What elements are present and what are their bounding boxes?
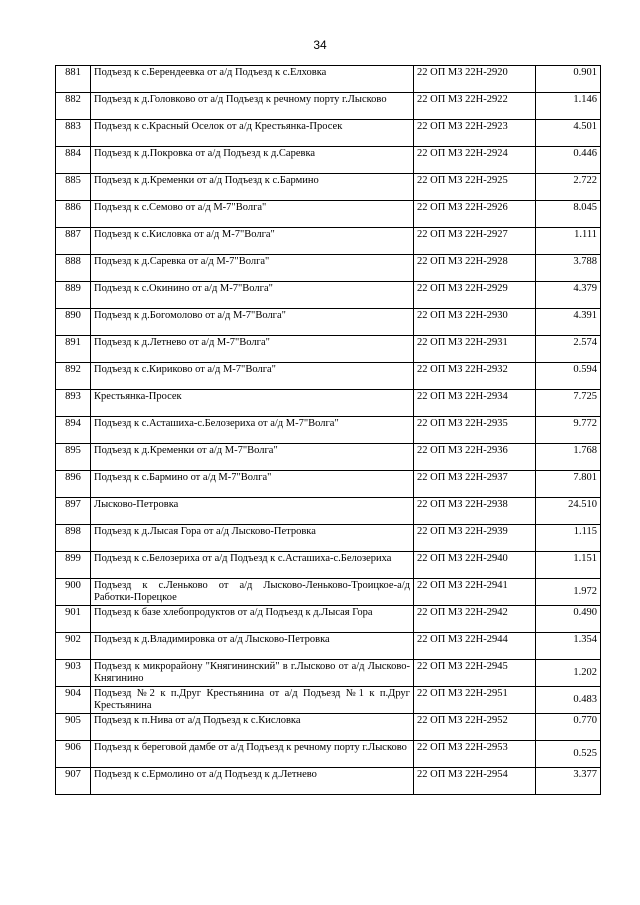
row-number-cell: 881 (56, 66, 91, 93)
road-length-cell: 1.111 (536, 228, 601, 255)
table-row (56, 741, 601, 768)
road-length-cell: 1.115 (536, 525, 601, 552)
road-name-cell: Подъезд к базе хлебопродуктов от а/д Подъезд к д.Лысая Гора (91, 606, 414, 633)
road-code-cell: 22 ОП МЗ 22Н-2928 (414, 255, 536, 282)
road-code-cell: 22 ОП МЗ 22Н-2926 (414, 201, 536, 228)
page-number: 34 (313, 38, 327, 52)
road-code-cell: 22 ОП МЗ 22Н-2935 (414, 417, 536, 444)
row-number-cell: 902 (56, 633, 91, 660)
road-name-cell: Подъезд к с.Леньково от а/д Лысково-Леньково-Троицкое-а/д Работки-Порецкое (91, 579, 414, 606)
row-number-cell: 901 (56, 606, 91, 633)
road-name-cell: Подъезд к с.Кириково от а/д М-7"Волга" (91, 363, 414, 390)
road-name-cell: Подъезд к микрорайону "Княгининский" в г.Лысково от а/д Лысково-Княгинино (91, 660, 414, 687)
road-code-cell: 22 ОП МЗ 22Н-2920 (414, 66, 536, 93)
row-number-cell: 890 (56, 309, 91, 336)
table-row (56, 444, 601, 471)
row-number-cell: 898 (56, 525, 91, 552)
road-length-cell: 0.770 (536, 714, 601, 741)
road-name-cell: Подъезд к д.Саревка от а/д М-7"Волга" (91, 255, 414, 282)
road-length-cell: 1.151 (536, 552, 601, 579)
road-name-cell: Подъезд к с.Семово от а/д М-7"Волга" (91, 201, 414, 228)
road-length-cell: 4.379 (536, 282, 601, 309)
road-code-cell: 22 ОП МЗ 22Н-2951 (414, 687, 536, 714)
road-length-cell: 9.772 (536, 417, 601, 444)
road-name-cell: Подъезд к с.Берендеевка от а/д Подъезд к с.Елховка (91, 66, 414, 93)
road-name-cell: Подъезд к с.Бармино от а/д М-7"Волга" (91, 471, 414, 498)
table-row (56, 660, 601, 687)
road-code-cell: 22 ОП МЗ 22Н-2954 (414, 768, 536, 795)
row-number-cell: 882 (56, 93, 91, 120)
row-number-cell: 895 (56, 444, 91, 471)
road-name-cell: Лысково-Петровка (91, 498, 414, 525)
road-name-cell: Подъезд к с.Кисловка от а/д М-7"Волга" (91, 228, 414, 255)
road-code-cell: 22 ОП МЗ 22Н-2930 (414, 309, 536, 336)
row-number-cell: 900 (56, 579, 91, 606)
table-row (56, 606, 601, 633)
road-length-cell: 24.510 (536, 498, 601, 525)
table-row (56, 93, 601, 120)
road-code-cell: 22 ОП МЗ 22Н-2923 (414, 120, 536, 147)
table-row (56, 525, 601, 552)
road-length-cell: 1.768 (536, 444, 601, 471)
row-number-cell: 905 (56, 714, 91, 741)
road-name-cell: Подъезд №2 к п.Друг Крестьянина от а/д Подъезд №1 к п.Друг Крестьянина (91, 687, 414, 714)
table-row (56, 336, 601, 363)
road-code-cell: 22 ОП МЗ 22Н-2924 (414, 147, 536, 174)
road-name-cell: Подъезд к береговой дамбе от а/д Подъезд к речному порту г.Лысково (91, 741, 414, 768)
road-name-cell: Подъезд к д.Лысая Гора от а/д Лысково-Петровка (91, 525, 414, 552)
road-name-cell: Подъезд к с.Асташиха-с.Белозериха от а/д М-7"Волга" (91, 417, 414, 444)
road-code-cell: 22 ОП МЗ 22Н-2931 (414, 336, 536, 363)
table-row (56, 282, 601, 309)
road-name-cell: Подъезд к д.Летнево от а/д М-7"Волга" (91, 336, 414, 363)
road-code-cell: 22 ОП МЗ 22Н-2929 (414, 282, 536, 309)
road-name-cell: Подъезд к д.Головково от а/д Подъезд к речному порту г.Лысково (91, 93, 414, 120)
row-number-cell: 892 (56, 363, 91, 390)
road-code-cell: 22 ОП МЗ 22Н-2940 (414, 552, 536, 579)
row-number-cell: 886 (56, 201, 91, 228)
row-number-cell: 897 (56, 498, 91, 525)
row-number-cell: 889 (56, 282, 91, 309)
road-length-cell: 8.045 (536, 201, 601, 228)
road-name-cell: Подъезд к с.Красный Оселок от а/д Крестьянка-Просек (91, 120, 414, 147)
road-code-cell: 22 ОП МЗ 22Н-2944 (414, 633, 536, 660)
row-number-cell: 883 (56, 120, 91, 147)
roads-table-body (56, 66, 601, 795)
road-length-cell: 0.525 (536, 741, 601, 768)
road-code-cell: 22 ОП МЗ 22Н-2942 (414, 606, 536, 633)
table-row (56, 768, 601, 795)
roads-table (55, 65, 601, 795)
road-code-cell: 22 ОП МЗ 22Н-2953 (414, 741, 536, 768)
road-name-cell: Подъезд к с.Окинино от а/д М-7"Волга" (91, 282, 414, 309)
road-length-cell: 7.725 (536, 390, 601, 417)
road-length-cell: 3.377 (536, 768, 601, 795)
table-row (56, 120, 601, 147)
road-code-cell: 22 ОП МЗ 22Н-2922 (414, 93, 536, 120)
table-row (56, 390, 601, 417)
road-length-cell: 0.490 (536, 606, 601, 633)
row-number-cell: 896 (56, 471, 91, 498)
row-number-cell: 907 (56, 768, 91, 795)
table-row (56, 147, 601, 174)
road-length-cell: 3.788 (536, 255, 601, 282)
road-length-cell: 0.483 (536, 687, 601, 714)
road-length-cell: 4.501 (536, 120, 601, 147)
row-number-cell: 891 (56, 336, 91, 363)
road-code-cell: 22 ОП МЗ 22Н-2927 (414, 228, 536, 255)
row-number-cell: 904 (56, 687, 91, 714)
road-code-cell: 22 ОП МЗ 22Н-2939 (414, 525, 536, 552)
road-code-cell: 22 ОП МЗ 22Н-2925 (414, 174, 536, 201)
road-length-cell: 1.146 (536, 93, 601, 120)
table-row (56, 687, 601, 714)
road-length-cell: 0.594 (536, 363, 601, 390)
road-name-cell: Подъезд к с.Белозериха от а/д Подъезд к с.Асташиха-с.Белозериха (91, 552, 414, 579)
road-name-cell: Подъезд к д.Покровка от а/д Подъезд к д.Саревка (91, 147, 414, 174)
road-name-cell: Подъезд к д.Богомолово от а/д М-7"Волга" (91, 309, 414, 336)
road-name-cell: Подъезд к д.Кременки от а/д М-7"Волга" (91, 444, 414, 471)
road-length-cell: 0.446 (536, 147, 601, 174)
row-number-cell: 899 (56, 552, 91, 579)
road-code-cell: 22 ОП МЗ 22Н-2945 (414, 660, 536, 687)
road-name-cell: Подъезд к д.Кременки от а/д Подъезд к с.Бармино (91, 174, 414, 201)
road-code-cell: 22 ОП МЗ 22Н-2936 (414, 444, 536, 471)
row-number-cell: 887 (56, 228, 91, 255)
table-row (56, 579, 601, 606)
table-row (56, 552, 601, 579)
road-name-cell: Подъезд к с.Ермолино от а/д Подъезд к д.Летнево (91, 768, 414, 795)
road-length-cell: 1.202 (536, 660, 601, 687)
table-row (56, 201, 601, 228)
road-code-cell: 22 ОП МЗ 22Н-2932 (414, 363, 536, 390)
table-row (56, 174, 601, 201)
road-length-cell: 1.972 (536, 579, 601, 606)
road-length-cell: 0.901 (536, 66, 601, 93)
table-row (56, 228, 601, 255)
road-length-cell: 2.722 (536, 174, 601, 201)
table-row (56, 309, 601, 336)
road-length-cell: 2.574 (536, 336, 601, 363)
row-number-cell: 893 (56, 390, 91, 417)
row-number-cell: 888 (56, 255, 91, 282)
road-code-cell: 22 ОП МЗ 22Н-2941 (414, 579, 536, 606)
row-number-cell: 884 (56, 147, 91, 174)
table-row (56, 255, 601, 282)
road-name-cell: Подъезд к п.Нива от а/д Подъезд к с.Кисловка (91, 714, 414, 741)
table-row (56, 471, 601, 498)
road-length-cell: 1.354 (536, 633, 601, 660)
road-name-cell: Крестьянка-Просек (91, 390, 414, 417)
row-number-cell: 906 (56, 741, 91, 768)
road-code-cell: 22 ОП МЗ 22Н-2937 (414, 471, 536, 498)
road-length-cell: 7.801 (536, 471, 601, 498)
table-row (56, 633, 601, 660)
table-row (56, 417, 601, 444)
road-code-cell: 22 ОП МЗ 22Н-2952 (414, 714, 536, 741)
row-number-cell: 885 (56, 174, 91, 201)
road-code-cell: 22 ОП МЗ 22Н-2938 (414, 498, 536, 525)
road-length-cell: 4.391 (536, 309, 601, 336)
road-name-cell: Подъезд к д.Владимировка от а/д Лысково-Петровка (91, 633, 414, 660)
road-code-cell: 22 ОП МЗ 22Н-2934 (414, 390, 536, 417)
table-row (56, 363, 601, 390)
table-row (56, 498, 601, 525)
row-number-cell: 894 (56, 417, 91, 444)
table-row (56, 66, 601, 93)
row-number-cell: 903 (56, 660, 91, 687)
table-row (56, 714, 601, 741)
